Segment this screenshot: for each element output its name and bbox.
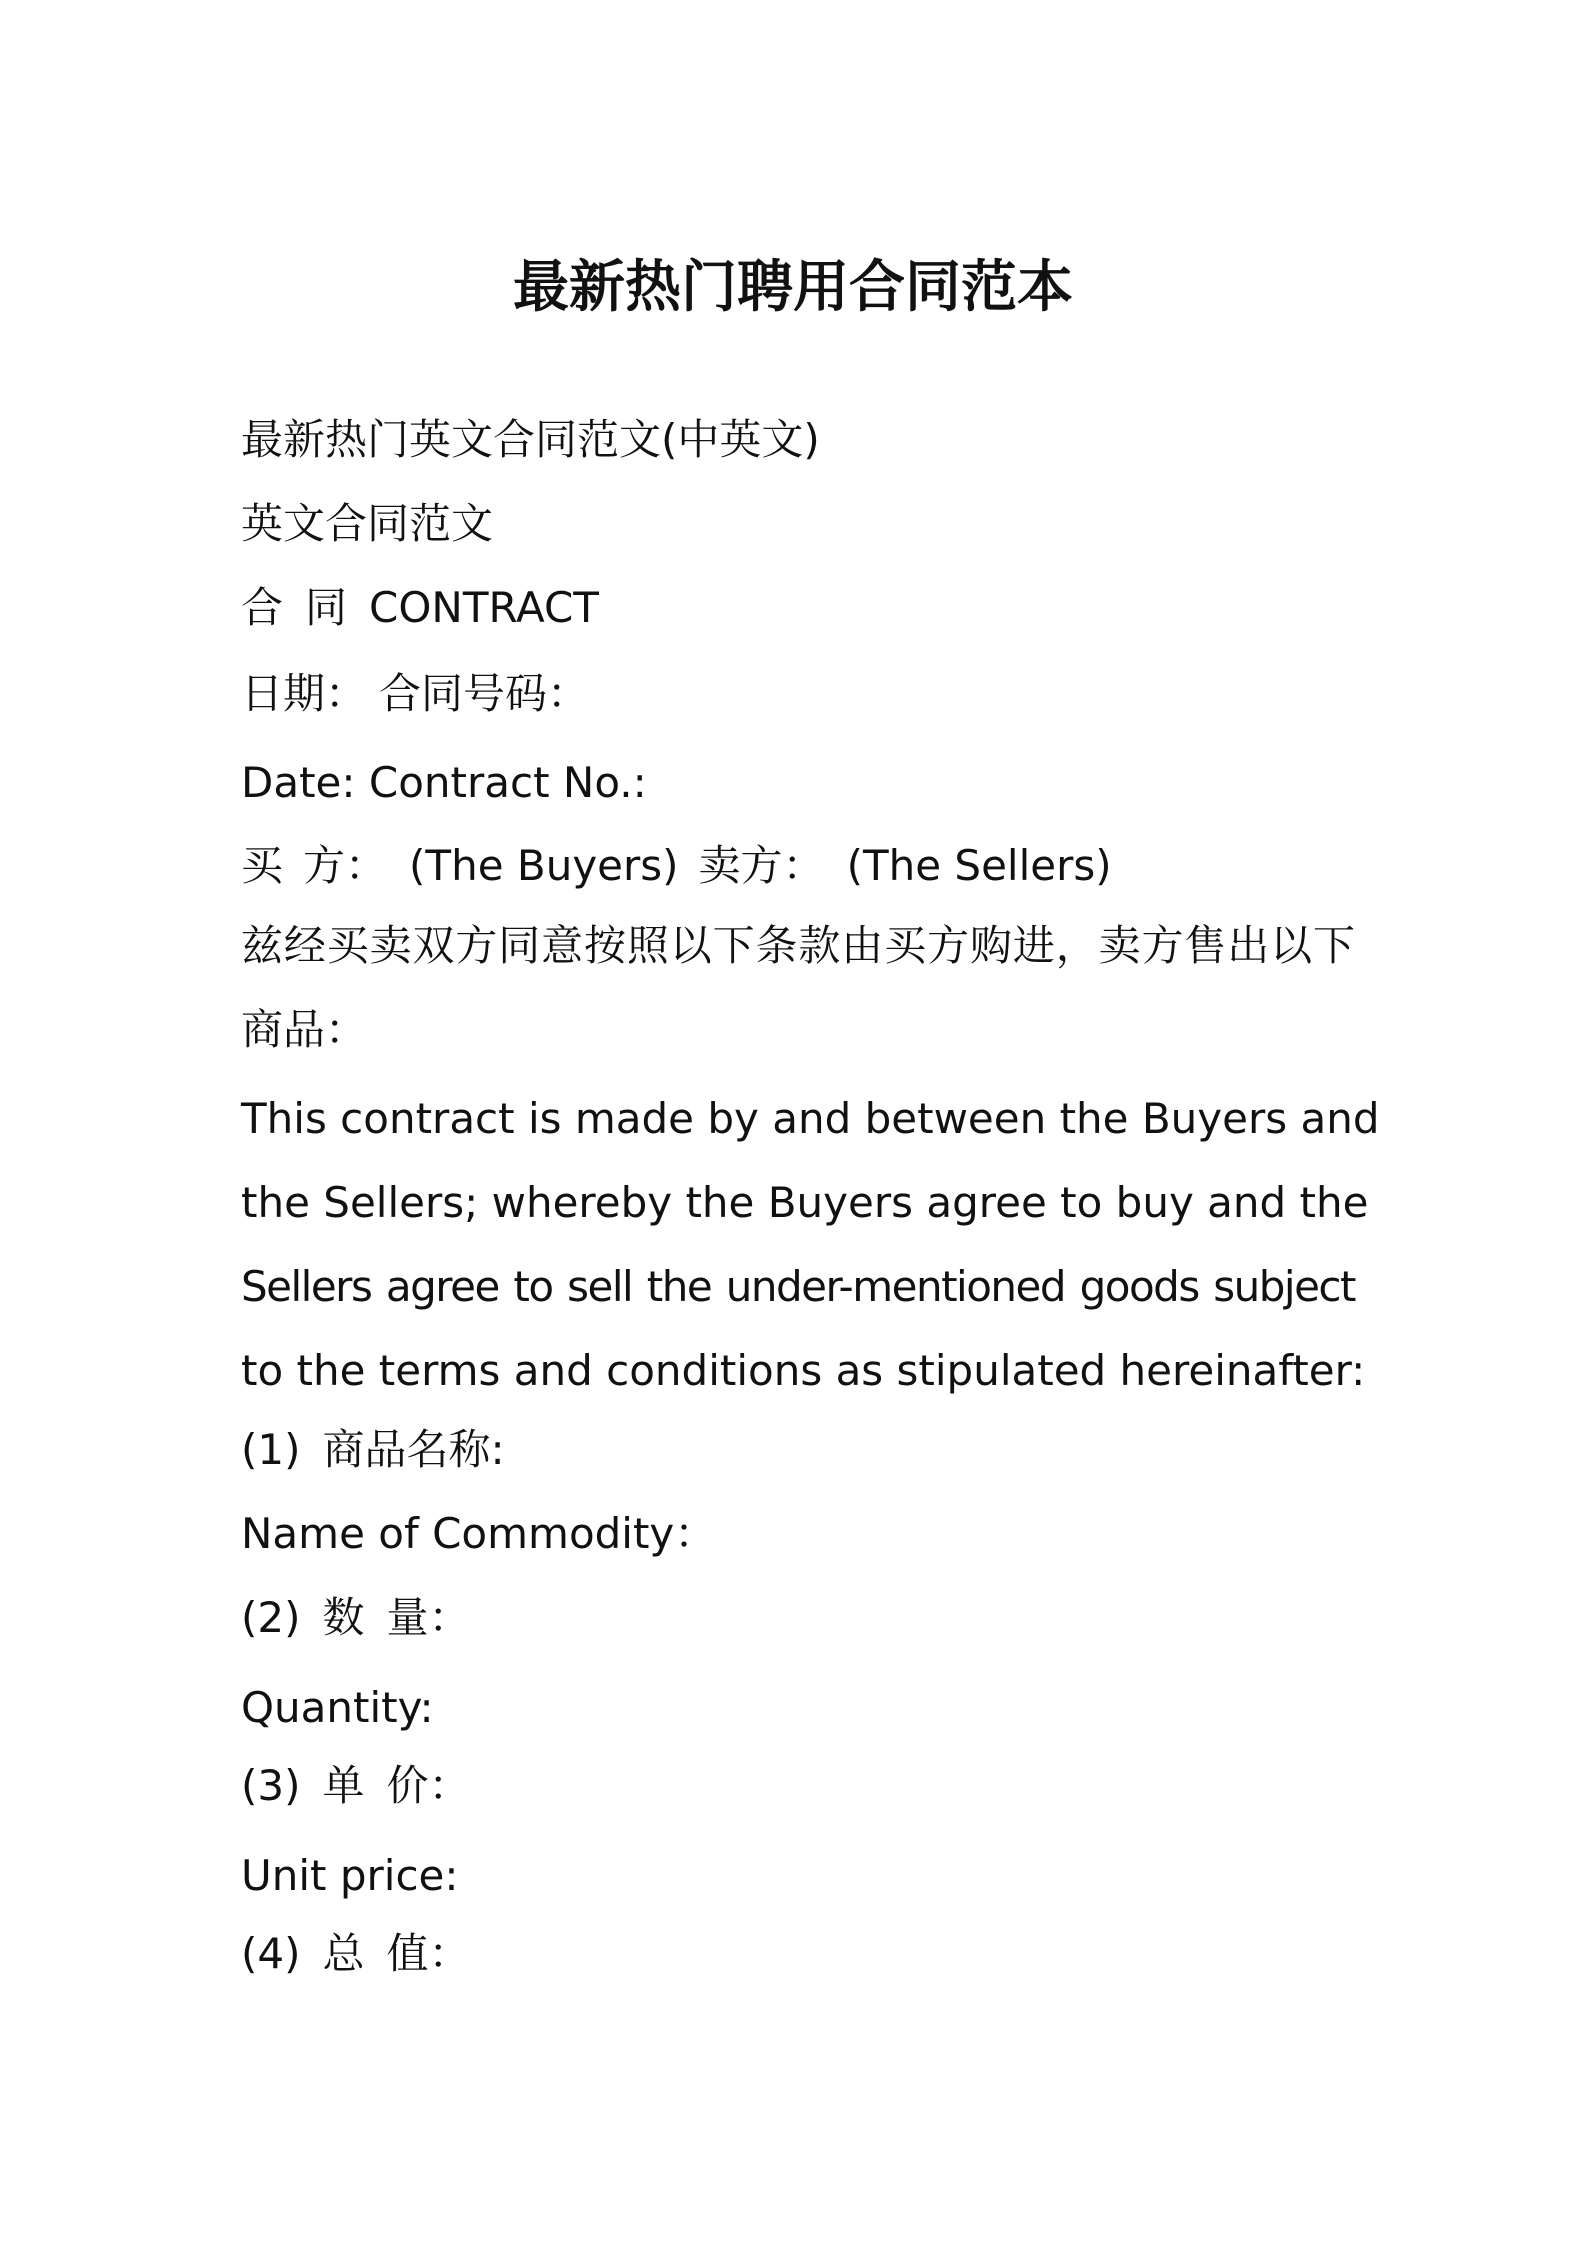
item-number: (4) (241, 1929, 301, 1978)
item-2-cn (241, 1586, 471, 1650)
item-4-cn (241, 1922, 471, 1986)
intro-en-line-4: to the terms and conditions as stipulated hereinafter: (241, 1346, 1366, 1395)
intro-cn-line-1: 兹经买卖双方同意按照以下条款由买方购进，卖方售出以下 (241, 921, 1355, 970)
buyer-label-en: (The Buyers) (409, 841, 679, 890)
buyer-label-cn-2: 方： (303, 841, 388, 890)
contract-label-he: 合 (241, 583, 284, 632)
intro-en-line-2: the Sellers; whereby the Buyers agree to buy and the (241, 1178, 1369, 1227)
item-1-en: Name of Commodity： (241, 1509, 717, 1558)
date-line-cn (241, 662, 589, 726)
item-number: (3) (241, 1761, 301, 1810)
seller-label-en: (The Sellers) (846, 841, 1112, 890)
item-number: (2) (241, 1593, 301, 1642)
intro-cn-line-2: 商品： (241, 1005, 368, 1054)
subtitle: 最新热门英文合同范文(中英文) (241, 415, 820, 464)
contract-number-label-cn: 合同号码： (379, 669, 590, 718)
item-3-en: Unit price: (241, 1851, 459, 1900)
intro-en-line-3: Sellers agree to sell the under-mentioned goods subject (241, 1262, 1355, 1311)
item-label-cn-2: 量： (386, 1593, 471, 1642)
item-label-cn-1: 单 (322, 1761, 365, 1810)
date-line-en: Date: Contract No.: (241, 758, 647, 807)
contract-label-tong: 同 (305, 583, 348, 632)
intro-en-line-1: This contract is made by and between the Buyers and (241, 1094, 1380, 1143)
date-label-cn: 日期： (241, 669, 368, 718)
item-2-en: Quantity: (241, 1683, 434, 1732)
section-heading: 英文合同范文 (241, 499, 494, 548)
item-label-cn-2: 价： (386, 1761, 471, 1810)
buyer-label-cn-1: 买 (241, 841, 284, 890)
parties-line (241, 834, 1112, 898)
contract-label-en: CONTRACT (369, 583, 599, 632)
item-label-cn: 商品名称: (322, 1425, 505, 1474)
item-label-cn-1: 数 (322, 1593, 365, 1642)
item-label-cn-1: 总 (322, 1929, 365, 1978)
item-label-cn-2: 值： (386, 1929, 471, 1978)
item-1-cn (241, 1418, 505, 1482)
item-number: (1) (241, 1425, 301, 1474)
item-3-cn (241, 1754, 471, 1818)
contract-label (241, 576, 599, 640)
seller-label-cn: 卖方： (698, 841, 825, 890)
document-title: 最新热门聘用合同范本 (513, 255, 1073, 320)
